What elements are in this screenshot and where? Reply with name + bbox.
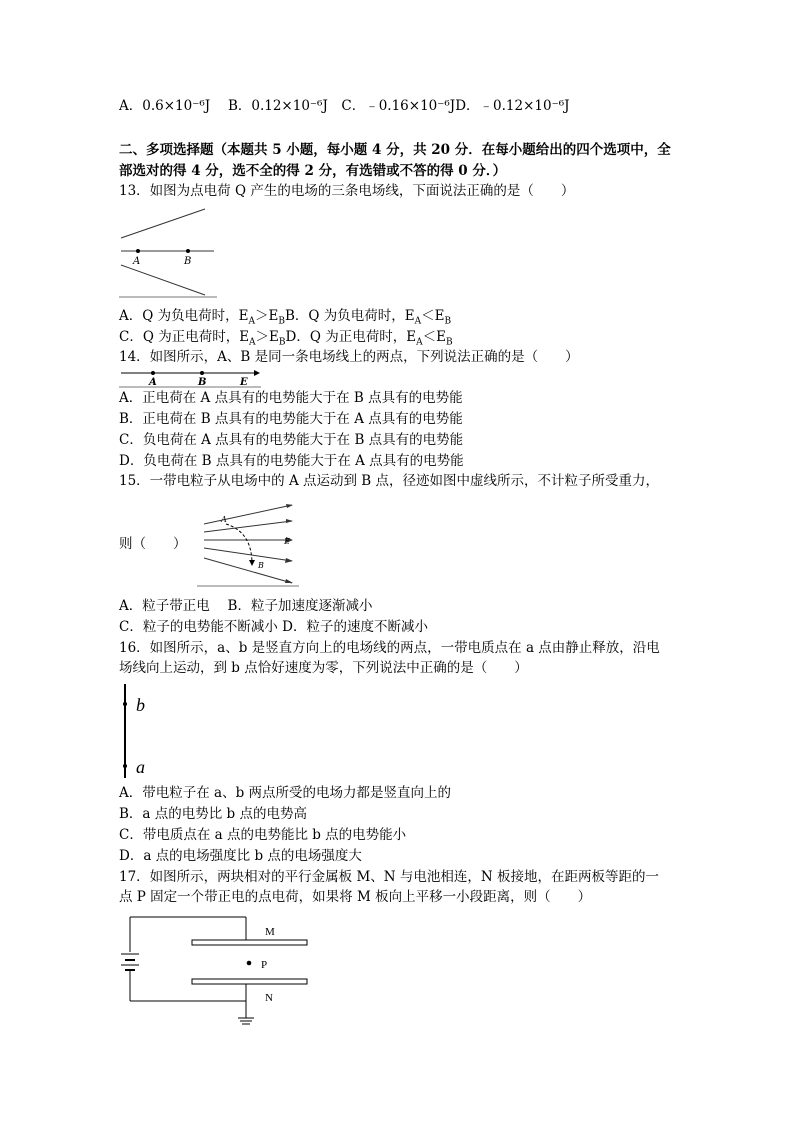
q17-fig-label-p: P (261, 959, 268, 971)
q14-stem: 14．如图所示，A、B 是同一条电场线上的两点，下列说法正确的是（ ） (119, 349, 579, 365)
q13-option-cd: C．Q 为正电荷时，$E_A>E_BD$．Q 为正电荷时，$E_A<E_B$ (119, 329, 453, 348)
q12-options: A．0.6×10⁻⁶J B．0.12×10⁻⁶J C．﹣0.16×10⁻⁶JD．﹣0.12×10⁻⁶J (119, 98, 570, 114)
q15-fig-label-e: E (284, 537, 290, 546)
q16-stem-line2: 场线向上运动，到 b 点恰好速度为零，下列说法中正确的是（ ） (119, 660, 528, 676)
q13-stem: 13．如图为点电荷 Q 产生的电场的三条电场线，下面说法正确的是（ ） (119, 183, 575, 199)
section2-heading-line2: 部选对的得 4 分，选不全的得 2 分，有选错或不答的得 0 分．） (119, 163, 507, 179)
q17-capacitor-circuit-figure (118, 912, 318, 1032)
q16-option-c: C．带电质点在 a 点的电势能比 b 点的电势能小 (119, 827, 407, 843)
section2-heading-line1: 二、多项选择题（本题共 5 小题，每小题 4 分，共 20 分．在每小题给出的四个选项中，全 (119, 142, 671, 158)
q14-field-line-figure (118, 367, 263, 389)
q14-option-b: B．正电荷在 B 点具有的电势能大于在 A 点具有的电势能 (119, 411, 463, 427)
q13-option-ab: A．Q 为负电荷时，$E_A>E_BB$．Q 为负电荷时，$E_A<E_B$ (119, 308, 452, 327)
q14-option-d: D．负电荷在 B 点具有的电势能大于在 A 点具有的电势能 (119, 453, 464, 469)
q14-fig-label-e: E (240, 377, 248, 388)
q16-fig-label-a: a (136, 757, 145, 777)
q15-fig-label-a: A (221, 515, 227, 524)
q15-stem: 15．一带电粒子从电场中的 A 点运动到 B 点，径迹如图中虚线所示，不计粒子所受重力， (119, 473, 660, 489)
q15-stem-2: 则（ ） (119, 536, 187, 552)
q16-option-a: A．带电粒子在 a、b 两点所受的电场力都是竖直向上的 (119, 785, 452, 801)
q15-option-ab: A．粒子带正电 B．粒子加速度逐渐减小 (119, 598, 373, 614)
q14-option-a: A．正电荷在 A 点具有的电势能大于在 B 点具有的电势能 (119, 390, 463, 406)
q17-fig-label-m: M (265, 926, 275, 938)
q14-fig-label-b: B (198, 377, 207, 388)
q13-fig-label-a: A (133, 256, 141, 267)
q17-stem-line1: 17．如图所示，两块相对的平行金属板 M、N 与电池相连，N 板接地，在距两板等距的一 (119, 869, 659, 885)
q15-trajectory-figure (196, 500, 300, 590)
q15-fig-label-b: B (258, 561, 264, 570)
q16-stem-line1: 16．如图所示，a、b 是竖直方向上的电场线的两点，一带电质点在 a 点由静止释放，沿电 (119, 640, 660, 656)
q16-fig-label-b: b (136, 695, 145, 715)
q15-option-cd: C．粒子的电势能不断减小 D．粒子的速度不断减小 (119, 619, 428, 635)
q13-fig-label-b: B (184, 256, 192, 267)
q17-fig-label-n: N (265, 992, 273, 1004)
q14-fig-label-a: A (149, 377, 157, 388)
q17-stem-line2: 点 P 固定一个带正电的点电荷，如果将 M 板向上平移一小段距离，则（ ） (119, 889, 592, 905)
q13-field-lines-figure (118, 205, 218, 300)
q16-vertical-field-line-figure (117, 682, 157, 780)
q16-option-b: B．a 点的电势比 b 点的电势高 (119, 806, 307, 822)
q16-option-d: D．a 点的电场强度比 b 点的电场强度大 (119, 848, 362, 864)
q14-option-c: C．负电荷在 A 点具有的电势能大于在 B 点具有的电势能 (119, 432, 464, 448)
